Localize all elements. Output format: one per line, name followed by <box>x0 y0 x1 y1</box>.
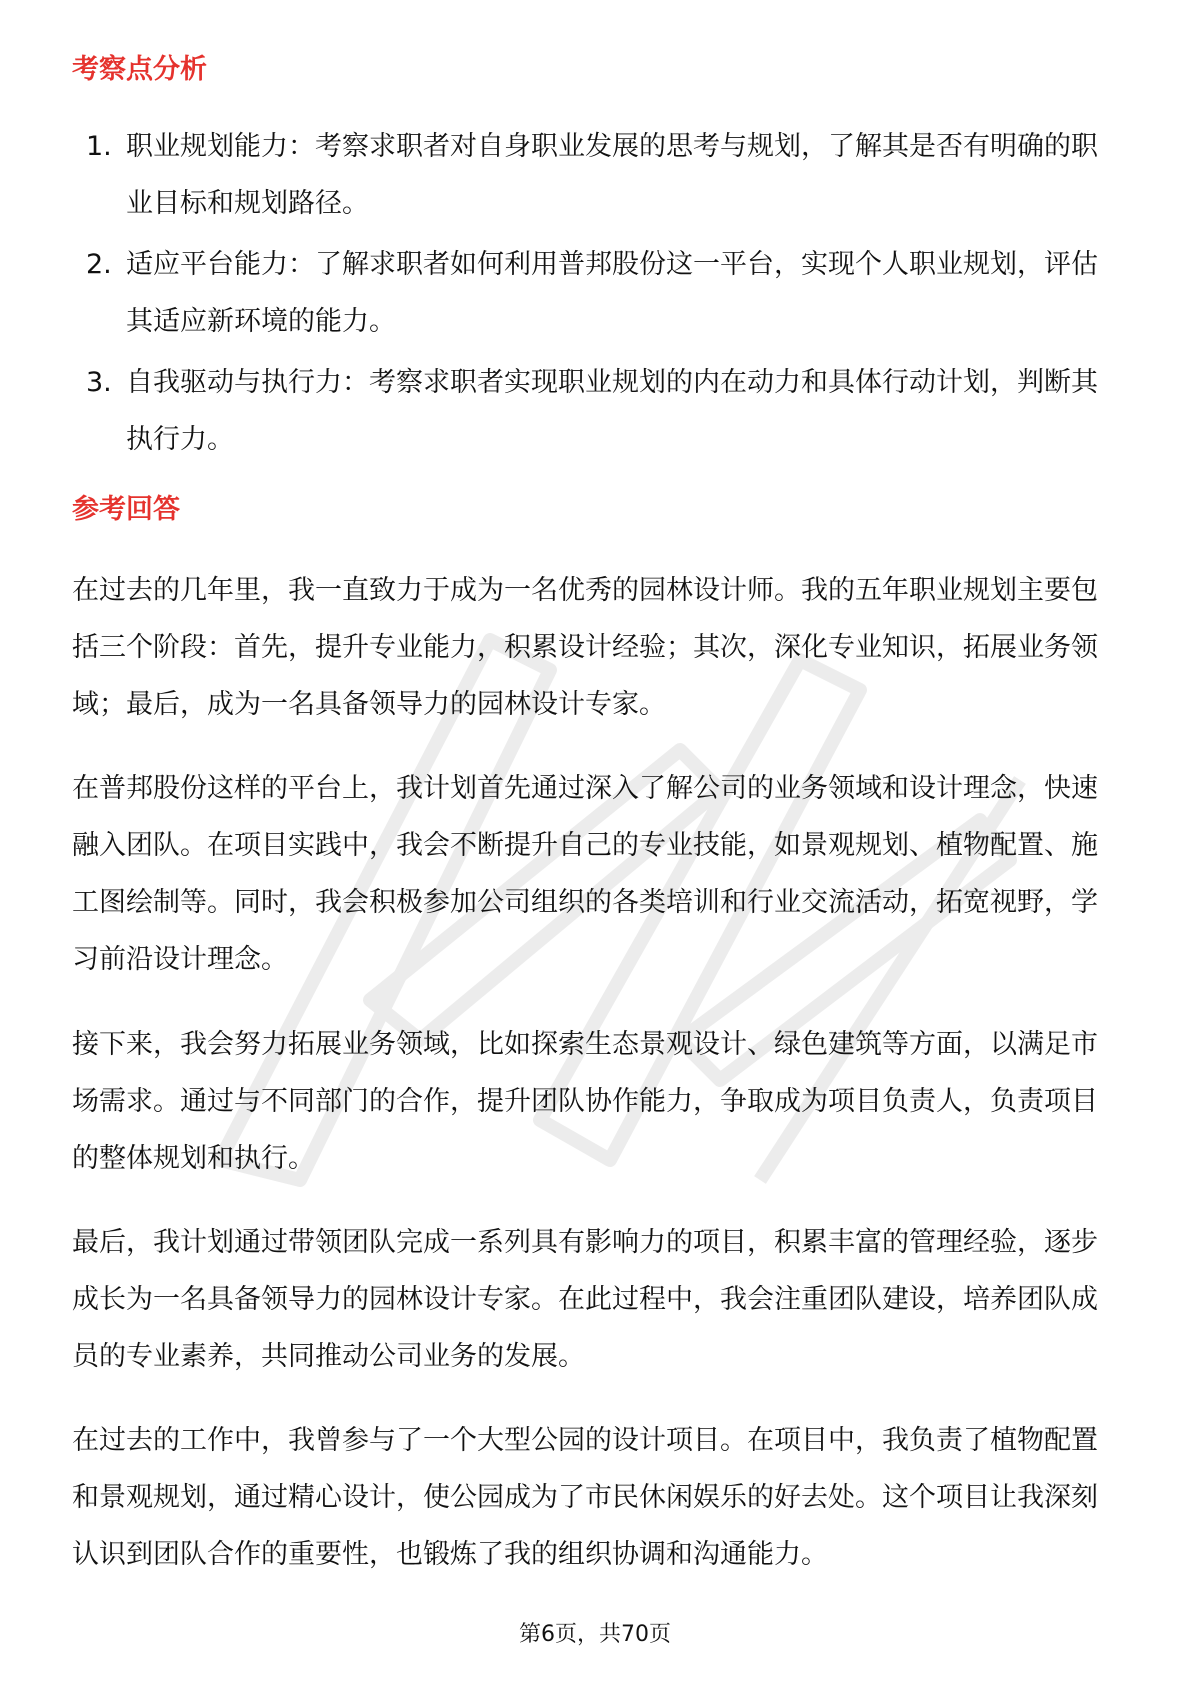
analysis-points-list <box>72 118 1118 472</box>
list-item-text: 自我驱动与执行力：考察求职者实现职业规划的内在动力和具体行动计划，判断其执行力。 <box>126 367 1098 455</box>
list-item <box>72 354 1118 468</box>
list-item <box>72 118 1118 232</box>
page-number-footer: 第6页，共70页 <box>519 1622 671 1647</box>
list-item-number: 3. <box>86 367 112 398</box>
section-heading-analysis: 考察点分析 <box>72 54 207 85</box>
answer-paragraph: 在普邦股份这样的平台上，我计划首先通过深入了解公司的业务领域和设计理念，快速融入团队。在项目实践中，我会不断提升自己的专业技能，如景观规划、植物配置、施工图绘制等。同时，我会积极参加公司组织的各类培训和行业交流活动，拓宽视野，学习前沿设计理念。 <box>72 773 1098 975</box>
answer-paragraph: 在过去的工作中，我曾参与了一个大型公园的设计项目。在项目中，我负责了植物配置和景观规划，通过精心设计，使公园成为了市民休闲娱乐的好去处。这个项目让我深刻认识到团队合作的重要性，也锻炼了我的组织协调和沟通能力。 <box>72 1425 1098 1570</box>
list-item-text: 职业规划能力：考察求职者对自身职业发展的思考与规划，了解其是否有明确的职业目标和规划路径。 <box>126 131 1098 219</box>
list-item <box>72 236 1118 350</box>
answer-paragraph: 接下来，我会努力拓展业务领域，比如探索生态景观设计、绿色建筑等方面，以满足市场需求。通过与不同部门的合作，提升团队协作能力，争取成为项目负责人，负责项目的整体规划和执行。 <box>72 1029 1098 1174</box>
answer-paragraph: 在过去的几年里，我一直致力于成为一名优秀的园林设计师。我的五年职业规划主要包括三个阶段：首先，提升专业能力，积累设计经验；其次，深化专业知识，拓展业务领域；最后，成为一名具备领导力的园林设计专家。 <box>72 575 1098 720</box>
list-item-text: 适应平台能力：了解求职者如何利用普邦股份这一平台，实现个人职业规划，评估其适应新环境的能力。 <box>126 249 1098 337</box>
answer-paragraph: 最后，我计划通过带领团队完成一系列具有影响力的项目，积累丰富的管理经验，逐步成长为一名具备领导力的园林设计专家。在此过程中，我会注重团队建设，培养团队成员的专业素养，共同推动公司业务的发展。 <box>72 1227 1098 1372</box>
section-heading-answer: 参考回答 <box>72 494 180 525</box>
list-item-number: 2. <box>86 249 112 280</box>
list-item-number: 1. <box>86 131 112 162</box>
